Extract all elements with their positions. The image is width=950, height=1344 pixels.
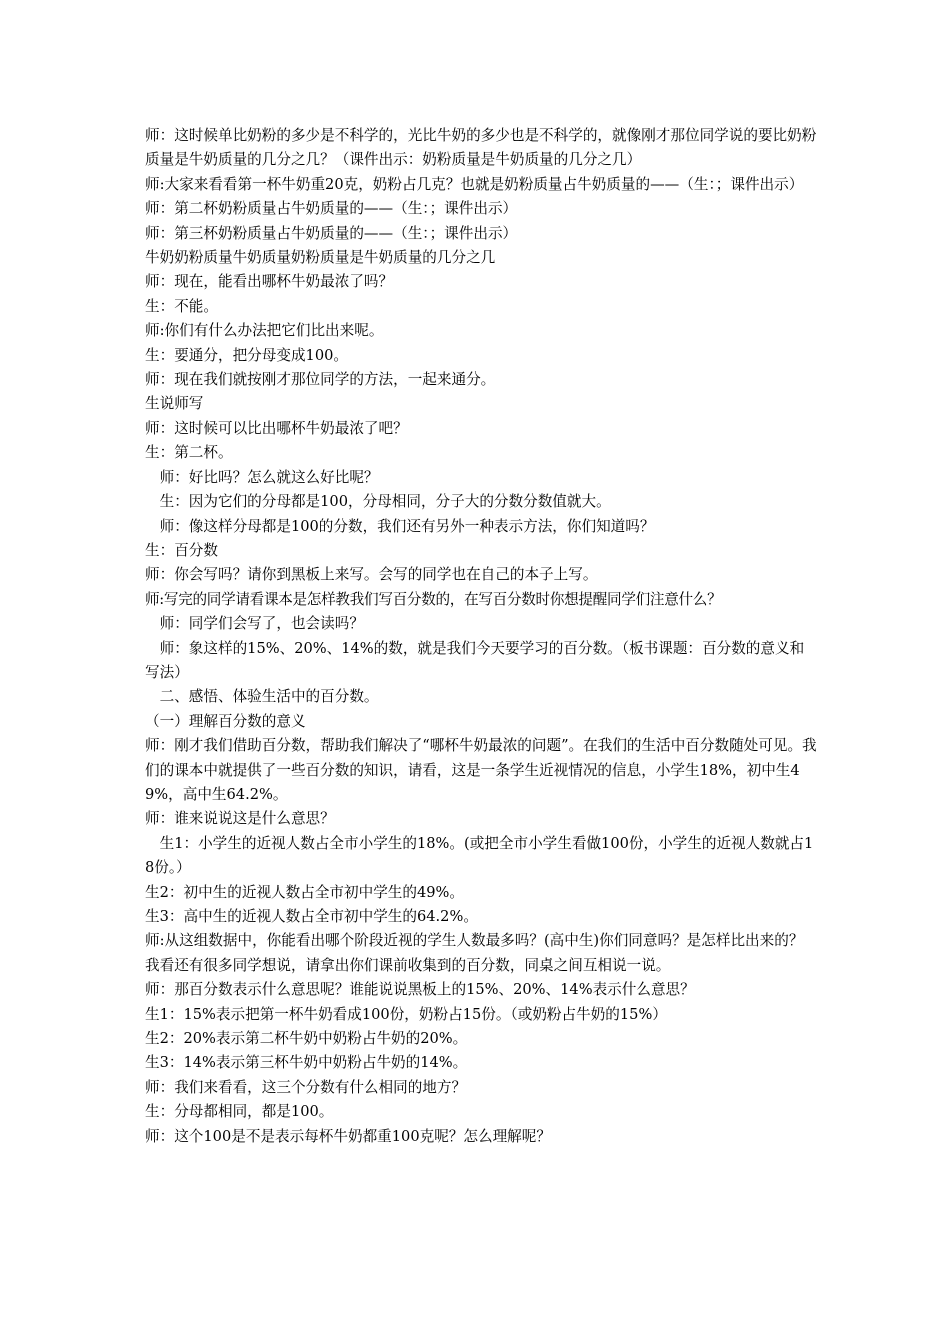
paragraph: 牛奶奶粉质量牛奶质量奶粉质量是牛奶质量的几分之几 (145, 249, 496, 267)
paragraph: 师：第二杯奶粉质量占牛奶质量的——（生：；课件出示） (145, 200, 518, 218)
paragraph: 师：现在我们就按刚才那位同学的方法，一起来通分。 (145, 371, 496, 389)
paragraph: 生：因为它们的分母都是100，分母相同，分子大的分数分数值就大。 (159, 493, 611, 511)
paragraph: 师：谁来说说这是什么意思？ (145, 810, 335, 828)
paragraph: 生3：14%表示第三杯牛奶中奶粉占牛奶的14%。 (145, 1054, 468, 1072)
paragraph: 师:你们有什么办法把它们比出来呢。 (145, 322, 384, 340)
paragraph: 生2：20%表示第二杯牛奶中奶粉占牛奶的20%。 (145, 1030, 468, 1048)
paragraph: 师：我们来看看，这三个分数有什么相同的地方？ (145, 1078, 467, 1096)
paragraph: 师:大家来看看第一杯牛奶重20克，奶粉占几克？也就是奶粉质量占牛奶质量的——（生：；课件出示） (145, 175, 804, 193)
paragraph: 师：好比吗？怎么就这么好比呢？ (159, 468, 379, 486)
paragraph: 生说师写 (145, 395, 204, 413)
section-heading: 二、感悟、体验生活中的百分数。 (159, 688, 379, 706)
paragraph: 生：百分数 (145, 541, 218, 559)
subsection-heading: （一）理解百分数的意义 (145, 712, 306, 730)
paragraph: 师:从这组数据中，你能看出哪个阶段近视的学生人数最多吗？(高中生)你们同意吗？是怎样比出来的？我看还有很多同学想说，请拿出你们课前收集到的百分数，同桌之间互相说一说。 (145, 932, 804, 974)
paragraph: 生：不能。 (145, 297, 218, 315)
paragraph: 师：第三杯奶粉质量占牛奶质量的——（生：；课件出示） (145, 224, 518, 242)
paragraph: 生：要通分，把分母变成100。 (145, 346, 348, 364)
paragraph: 生3：高中生的近视人数占全市初中学生的64.2%。 (145, 908, 478, 925)
paragraph: 生1：15%表示把第一杯牛奶看成100份，奶粉占15份。（或奶粉占牛奶的15%） (145, 1005, 667, 1023)
paragraph: 师：像这样分母都是100的分数，我们还有另外一种表示方法，你们知道吗？ (159, 517, 655, 535)
paragraph: 师：刚才我们借助百分数，帮助我们解决了“哪杯牛奶最浓的问题”。在我们的生活中百分数随处可见。我们的课本中就提供了一些百分数的知识，请看，这是一条学生近视情况的信息，小学生18%，初中生49%，高中生64.2%。 (145, 737, 817, 803)
paragraph: 生：第二杯。 (145, 444, 233, 462)
paragraph: 师:写完的同学请看课本是怎样教我们写百分数的，在写百分数时你想提醒同学们注意什么？ (145, 590, 722, 608)
paragraph: 师：象这样的15%、20%、14%的数，就是我们今天要学习的百分数。（板书课题：百分数的意义和写法） (145, 639, 805, 681)
paragraph: 师：这个100是不是表示每杯牛奶都重100克呢？怎么理解呢？ (145, 1127, 551, 1145)
paragraph: 师：这时候可以比出哪杯牛奶最浓了吧？ (145, 419, 408, 437)
paragraph: 师：同学们会写了，也会读吗？ (159, 615, 364, 633)
paragraph: 师：这时候单比奶粉的多少是不科学的，光比牛奶的多少也是不科学的，就像刚才那位同学说的要比奶粉质量是牛奶质量的几分之几？（课件出示：奶粉质量是牛奶质量的几分之几） (145, 127, 817, 169)
document-page (145, 124, 817, 1149)
paragraph: 生2：初中生的近视人数占全市初中学生的49%。 (145, 883, 465, 901)
paragraph: 生：分母都相同，都是100。 (145, 1103, 334, 1121)
paragraph: 生1：小学生的近视人数占全市小学生的18%。(或把全市小学生看做100份，小学生的近视人数就占18份。） (145, 834, 814, 877)
paragraph: 师：你会写吗？请你到黑板上来写。会写的同学也在自己的本子上写。 (145, 566, 598, 584)
paragraph: 师：那百分数表示什么意思呢？谁能说说黑板上的15%、20%、14%表示什么意思？ (145, 981, 695, 999)
paragraph: 师：现在，能看出哪杯牛奶最浓了吗？ (145, 273, 394, 291)
